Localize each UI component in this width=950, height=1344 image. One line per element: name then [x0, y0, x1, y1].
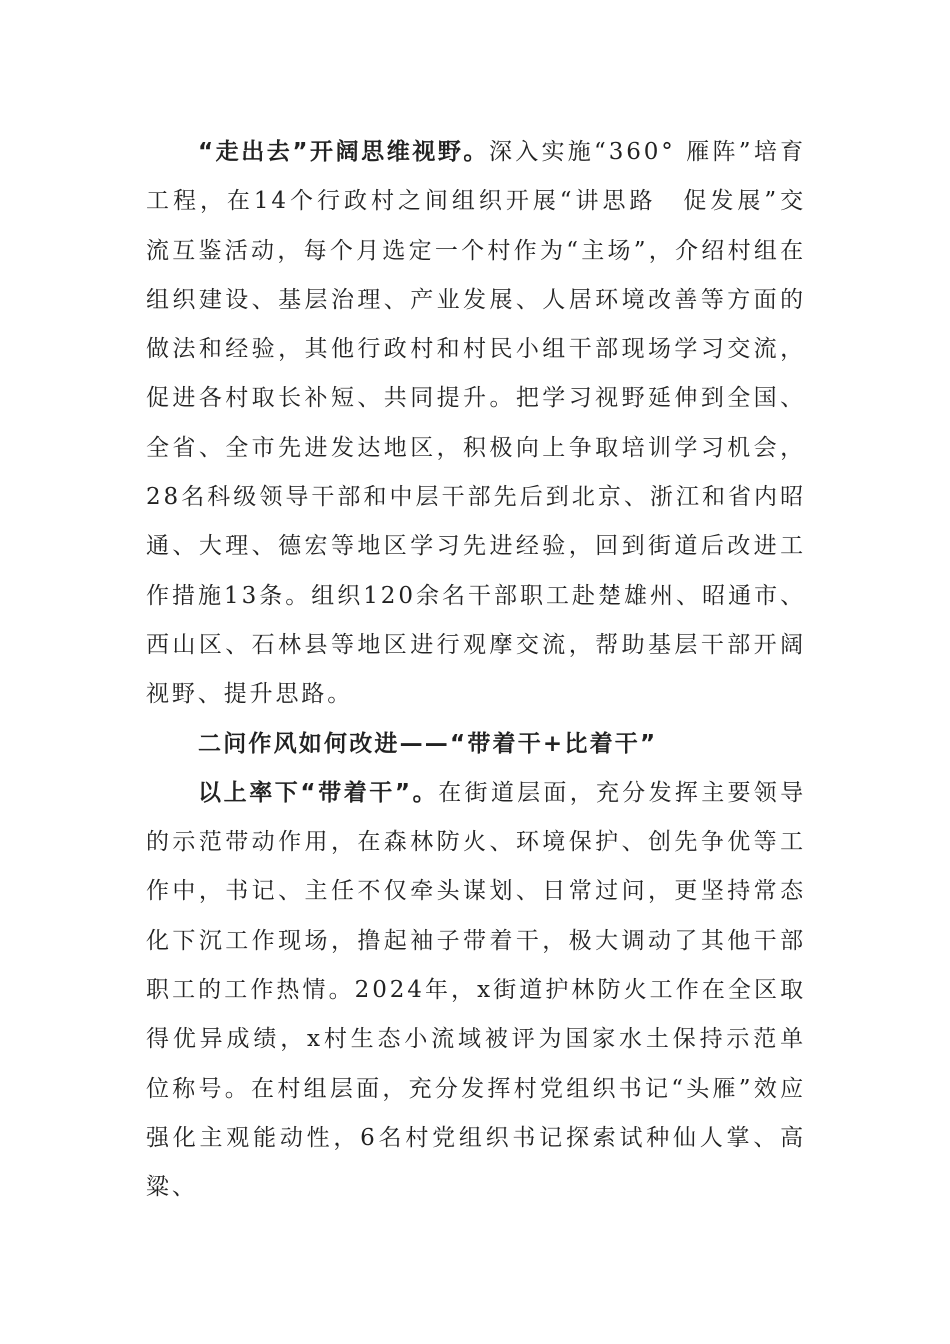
- paragraph-lead-lead-by-example: 以上率下“带着干”。: [198, 779, 439, 806]
- paragraph-lead-go-out: “走出去”开阔思维视野。: [198, 139, 489, 165]
- paragraph-body-lead-by-example: 在街道层面，充分发挥主要领导的示范带动作用，在森林防火、环境保护、创先争优等工作中，书记、主任不仅牵头谋划、日常过问，更坚持常态化下沉工作现场，撸起袖子带着干，极大调动了其他干部职工的工作热情。2024年，x街道护林防火工作在全区取得优异成绩，x村生态小流域被评为国家水土保持示范单位称号。在村组层面，充分发挥村党组织书记“头雁”效应强化主观能动性，6名村党组织书记探索试种仙人掌、高粱、: [146, 779, 806, 1201]
- document-page: [146, 128, 806, 1213]
- paragraph-go-out: [146, 128, 806, 720]
- paragraph-body-go-out: 深入实施“360° 雁阵”培育工程，在14个行政村之间组织开展“讲思路 促发展”交流互鉴活动，每个月选定一个村作为“主场”，介绍村组在组织建设、基层治理、产业发展、人居环境改善等方面的做法和经验，其他行政村和村民小组干部现场学习交流，促进各村取长补短、共同提升。把学习视野延伸到全国、全省、全市先进发达地区，积极向上争取培训学习机会，28名科级领导干部和中层干部先后到北京、浙江和省内昭通、大理、德宏等地区学习先进经验，回到街道后改进工作措施13条。组织120余名干部职工赴楚雄州、昭通市、西山区、石林县等地区进行观摩交流，帮助基层干部开阔视野、提升思路。: [146, 139, 806, 708]
- section-heading-work-style: 二问作风如何改进——“带着干+比着干”: [198, 730, 658, 757]
- paragraph-lead-by-example: [146, 769, 806, 1213]
